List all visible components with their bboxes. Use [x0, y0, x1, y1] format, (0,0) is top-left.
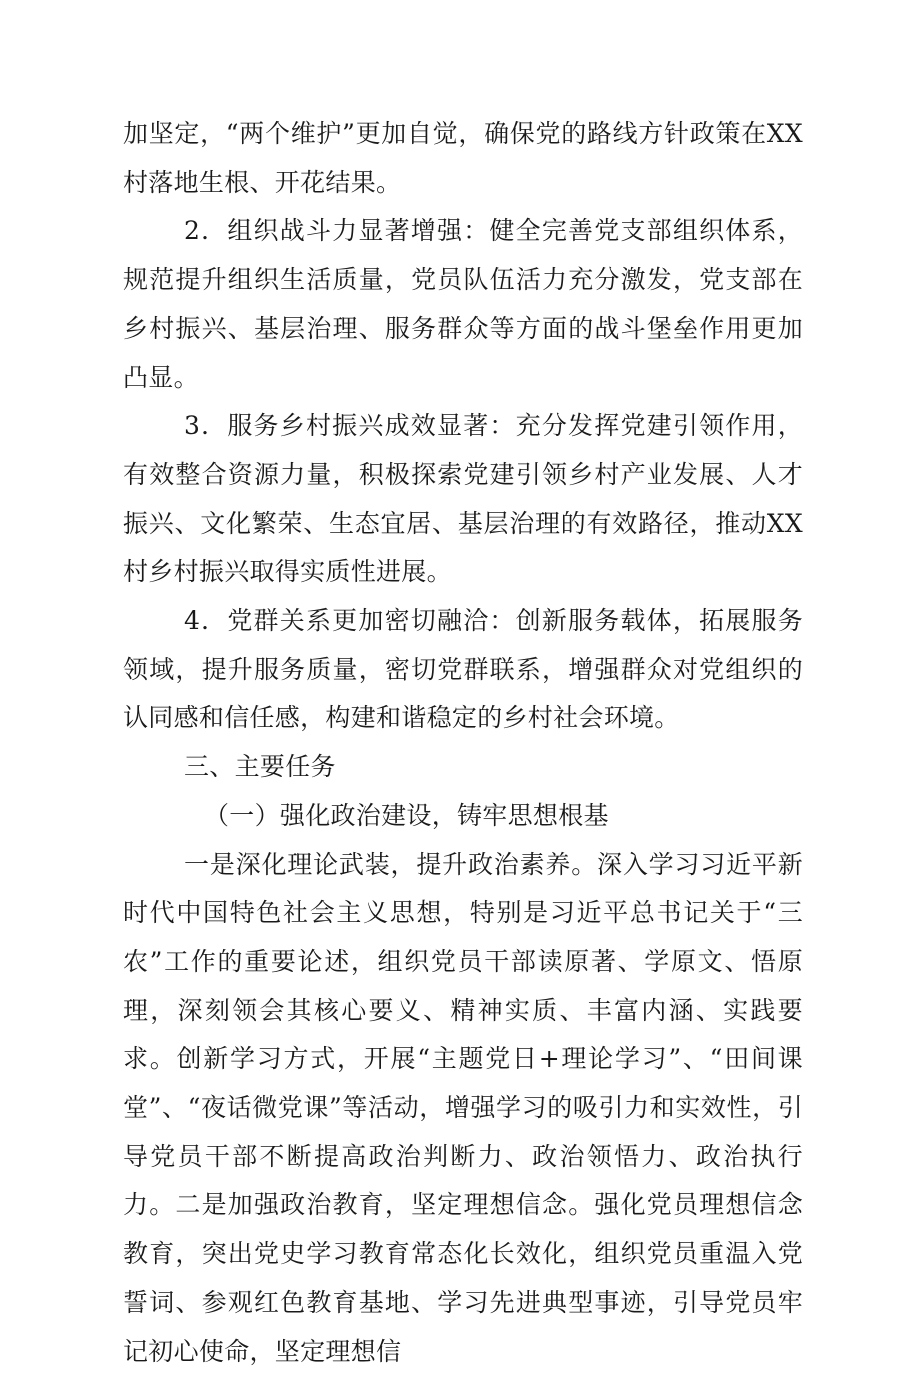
subsection-heading: （一）强化政治建设，铸牢思想根基	[204, 800, 609, 830]
document-body	[123, 110, 803, 1376]
paragraph-item-3: 3．服务乡村振兴成效显著：充分发挥党建引领作用，有效整合资源力量，积极探索党建引领乡村产业发展、人才振兴、文化繁荣、生态宜居、基层治理的有效路径，推动XX村乡村振兴取得实质性进展。	[123, 411, 803, 587]
paragraph-body: 一是深化理论武装，提升政治素养。深入学习习近平新时代中国特色社会主义思想，特别是习近平总书记关于“三农”工作的重要论述，组织党员干部读原著、学原文、悟原理，深刻领会其核心要义、精神实质、丰富内涵、实践要求。创新学习方式，开展“主题党日+理论学习”、“田间课堂”、“夜话微党课”等活动，增强学习的吸引力和实效性，引导党员干部不断提高政治判断力、政治领悟力、政治执行力。二是加强政治教育，坚定理想信念。强化党员理想信念教育，突出党史学习教育常态化长效化，组织党员重温入党誓词、参观红色教育基地、学习先进典型事迹，引导党员牢记初心使命，坚定理想信	[123, 849, 803, 1366]
paragraph-item-4: 4．党群关系更加密切融洽：创新服务载体，拓展服务领域，提升服务质量，密切党群联系，增强群众对党组织的认同感和信任感，构建和谐稳定的乡村社会环境。	[123, 606, 803, 733]
paragraph-continuation: 加坚定，“两个维护”更加自觉，确保党的路线方针政策在XX村落地生根、开花结果。	[123, 119, 803, 197]
paragraph-item-2: 2．组织战斗力显著增强：健全完善党支部组织体系，规范提升组织生活质量，党员队伍活力充分激发，党支部在乡村振兴、基层治理、服务群众等方面的战斗堡垒作用更加凸显。	[123, 216, 803, 392]
section-heading: 三、主要任务	[184, 752, 336, 782]
